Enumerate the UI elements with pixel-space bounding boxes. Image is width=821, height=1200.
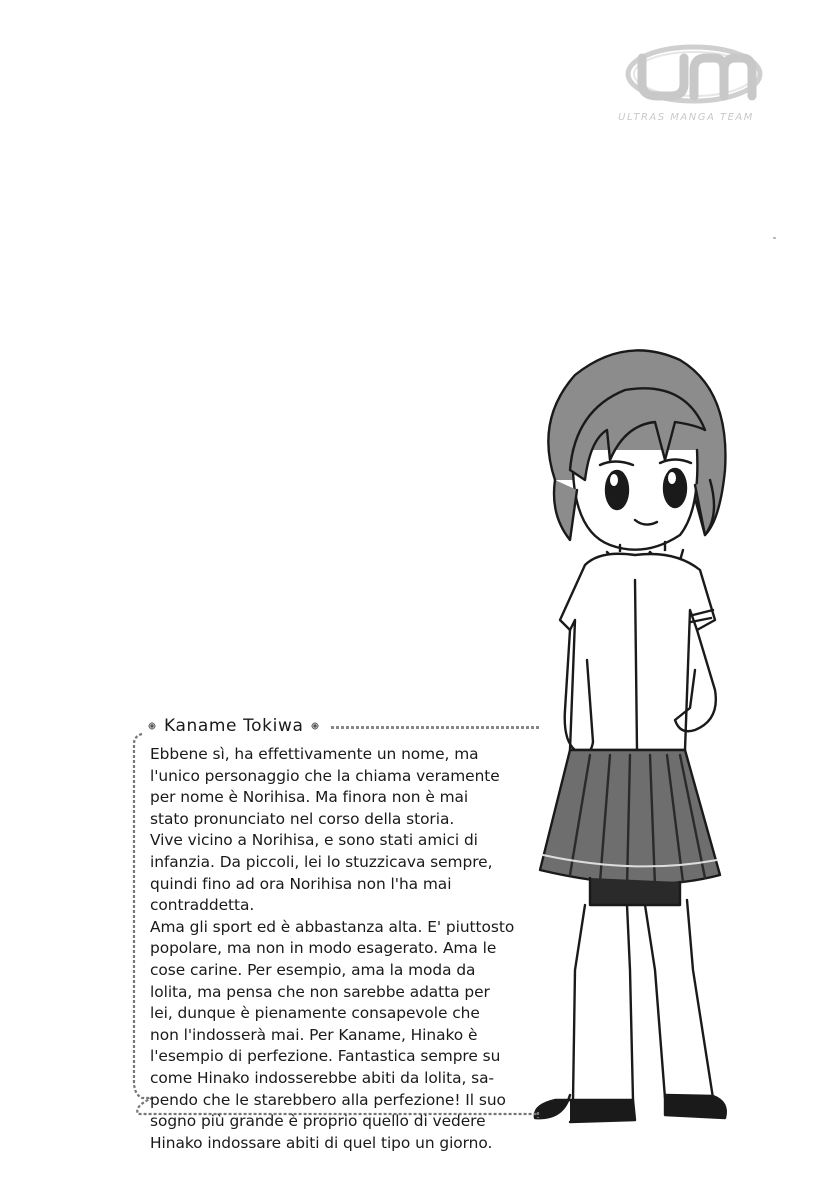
manga-girl-standing-icon [515, 330, 755, 1130]
scan-speck [773, 237, 776, 239]
um-logo-icon [598, 40, 774, 114]
bio-text: Ebbene sì, ha effettivamente un nome, ma l'unico personaggio che la chiama veramente per nome è Norihisa. Ma finora non è mai stato pronunciato nel corso della storia. Vive vicino a Norihisa, e sono stati amici di infanzia. Da piccoli, lei lo stuzzicava sempre, quindi fino ad ora Norihisa non l'ha mai contraddetta. Ama gli sport ed è abbastanza alta. E' piuttosto popolare, ma non in modo esagerato. Ama le cose carine. Per esempio, ama la moda da lolita, ma pensa che non sarebbe adatta per lei, dunque è pienamente consapevole che non l'indosserà mai. Per Kaname, Hinako è l'esempio di perfezione. Fantastica sempre su come Hinako indosserebbe abiti da lolita, sa- pendo che le starebbero alla perfezione! Il suo sogno più grande è proprio quello di vedere Hinako indossare abiti di quel tipo un giorno. [150, 745, 515, 1152]
team-name-text: ULTRAS MANGA TEAM [618, 112, 754, 123]
character-name: Kaname Tokiwa [164, 716, 304, 736]
team-watermark [598, 40, 774, 130]
